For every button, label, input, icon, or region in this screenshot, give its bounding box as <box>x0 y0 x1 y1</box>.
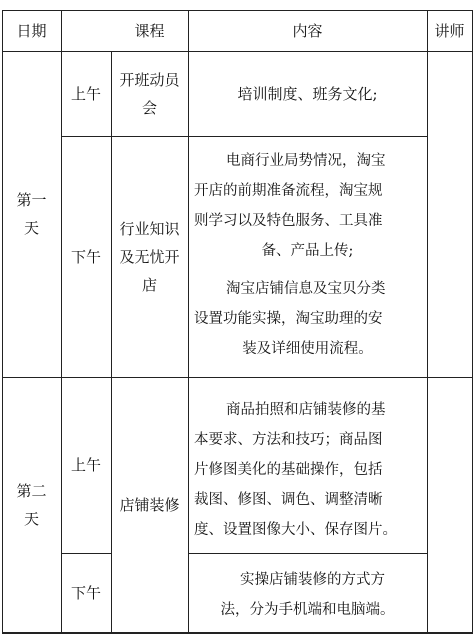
rule-right <box>472 10 473 634</box>
para1-line4: 备、产品上传; <box>261 243 354 259</box>
day1-afternoon-course-line3: 店 <box>141 275 157 294</box>
day2-morning-period <box>61 377 111 553</box>
header-course <box>111 10 188 51</box>
day2-label-line1: 第二 <box>16 481 47 500</box>
day2-morning-period-text: 上午 <box>70 456 101 474</box>
day1-label <box>2 51 61 377</box>
para1-line3: 则学习以及特色服务、工具准 <box>194 213 383 229</box>
day2-course-text: 店铺装修 <box>119 495 180 514</box>
day2-afternoon-content <box>188 565 427 625</box>
day1-morning-period <box>61 51 111 136</box>
rule-bottom <box>2 632 473 634</box>
day1-afternoon-course <box>111 136 188 377</box>
para2-line3: 装及详细使用流程。 <box>242 341 373 357</box>
day1-afternoon-para1 <box>194 146 421 266</box>
day2-afternoon-period-text: 下午 <box>70 583 101 602</box>
day1-morning-period-text: 上午 <box>70 84 101 103</box>
day2-morning-line4: 裁图、修图、调色、调整清晰 <box>194 492 383 508</box>
day1-morning-content-text: 培训制度、班务文化; <box>237 84 378 103</box>
header-content <box>188 10 427 51</box>
day1-morning-content <box>188 51 427 136</box>
day1-afternoon-period-text: 下午 <box>70 247 101 266</box>
day2-afternoon-period <box>61 553 111 632</box>
para1-line2: 开店的前期准备流程，淘宝规 <box>194 183 383 199</box>
day1-morning-course-line2: 会 <box>141 98 157 117</box>
day1-label-line1: 第一 <box>16 191 47 209</box>
day2-course <box>111 377 188 632</box>
day1-afternoon-para2 <box>194 274 421 364</box>
rule-content-right <box>427 10 428 634</box>
header-date <box>2 10 61 51</box>
day2-morning-line1: 商品拍照和店铺装修的基 <box>226 402 386 418</box>
day1-morning-course-line1: 开班动员 <box>119 70 180 89</box>
header-lecturer-text: 讲师 <box>434 21 465 40</box>
day1-afternoon-course-line2: 及无忧开 <box>119 247 180 266</box>
para2-line1: 淘宝店铺信息及宝贝分类 <box>226 281 386 297</box>
day2-afternoon-line1: 实操店铺装修的方式方 <box>240 572 385 588</box>
para2-line2: 设置功能实操，淘宝助理的安 <box>194 311 383 327</box>
para1-line1: 电商行业局势情况，淘宝 <box>226 153 386 169</box>
day1-afternoon-period <box>61 136 111 377</box>
day2-label <box>2 377 61 632</box>
header-course-text: 课程 <box>134 21 165 40</box>
header-lecturer <box>427 10 472 51</box>
day1-label-line2: 天 <box>23 219 39 237</box>
day2-morning-line3: 片修图美化的基础操作，包括 <box>194 462 383 478</box>
day2-afternoon-line2: 法，分为手机端和电脑端。 <box>220 602 395 618</box>
rule-day2-morning-bottom-right <box>188 553 427 554</box>
day1-afternoon-content <box>188 146 427 364</box>
day2-label-line2: 天 <box>23 509 39 528</box>
header-date-text: 日期 <box>16 21 47 40</box>
day2-morning-content <box>188 395 427 545</box>
day2-morning-line2: 本要求、方法和技巧；商品图 <box>194 432 383 448</box>
day1-afternoon-course-line1: 行业知识 <box>119 219 180 238</box>
day1-morning-course <box>111 51 188 136</box>
header-content-text: 内容 <box>292 21 323 40</box>
day2-morning-line5: 度、设置图像大小、保存图片。 <box>194 522 397 538</box>
